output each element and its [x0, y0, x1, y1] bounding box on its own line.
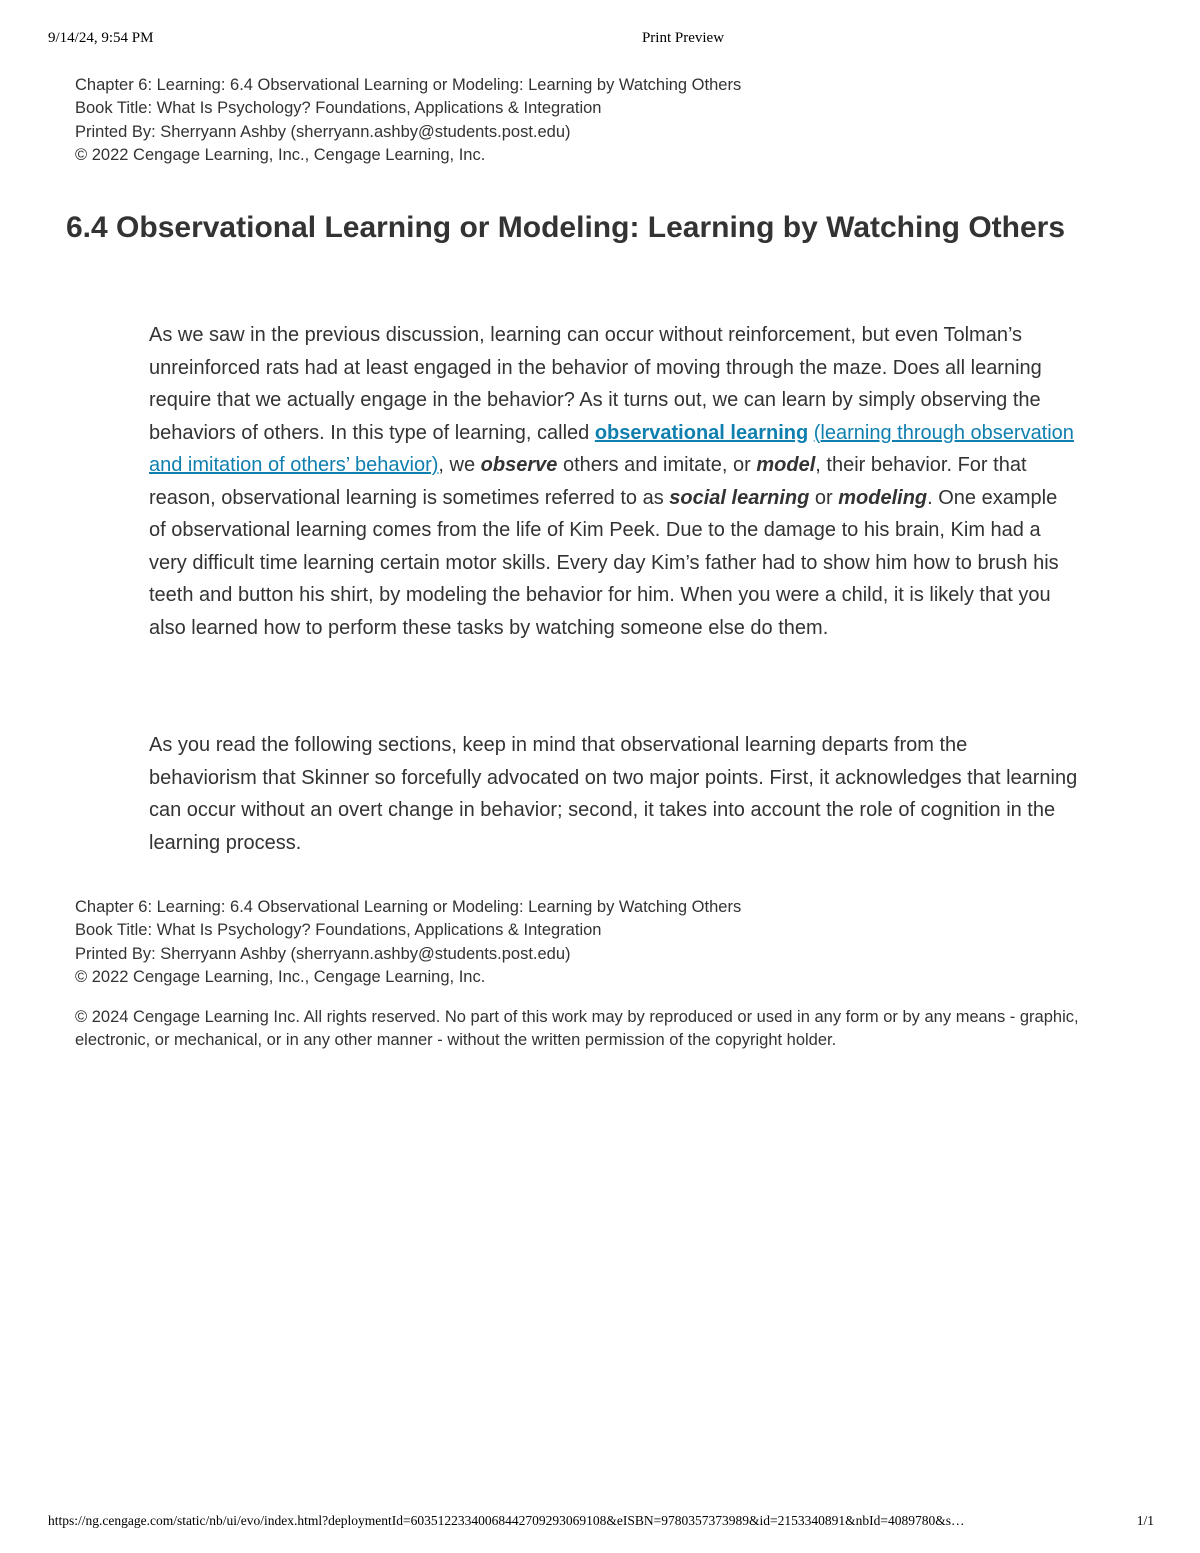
paragraph-text: , their behavior. For that reason, observational learning is sometimes referred to as [149, 454, 1027, 509]
printed-by-line: Printed By: Sherryann Ashby (sherryann.ashby@students.post.edu) [75, 122, 571, 141]
print-url: https://ng.cengage.com/static/nb/ui/evo/index.html?deploymentId=60351223340068442709293069108&eISBN=9780357373989&id=2153340891&nbId=4089780&s… [48, 1513, 965, 1528]
paragraph-text: As we saw in the previous discussion, learning can occur without reinforcement, but even Tolman’s unreinforced rats had at least engaged in the behavior of moving through the maze. Does all learning require that we actually engage in the behavior? As it turns out, we can learn by simply observing the behaviors of others. In this type of learning, called [149, 324, 1042, 444]
emphasis-social-learning: social learning [669, 486, 810, 509]
body-paragraph-2: As you read the following sections, keep in mind that observational learning departs from the behaviorism that Skinner so forcefully advocated on two major points. First, it acknowledges that learning can occur without an overt change in behavior; second, it takes into account the role of cognition in the learning process. [149, 734, 1078, 854]
glossary-definition-link[interactable]: (learning through observation and imitation of others’ behavior) [149, 421, 1074, 476]
glossary-term-link[interactable]: observational learning [594, 421, 809, 444]
paragraph-text: or [809, 486, 839, 509]
paragraph-text: others and imitate, or [557, 454, 757, 476]
citation-header [75, 74, 741, 167]
citation-footer [75, 896, 741, 989]
paragraph-text: . One example of observational learning comes from the life of Kim Peek. Due to the damage to his brain, Kim had a very difficult time learning certain motor skills. Every day Kim’s father had to show him how to brush his teeth and button his shirt, by modeling the behavior for him. When you were a child, it is likely that you also learned how to perform these tasks by watching someone else do them. [149, 486, 1059, 639]
printed-by-line: Printed By: Sherryann Ashby (sherryann.ashby@students.post.edu) [75, 944, 571, 963]
chapter-line: Chapter 6: Learning: 6.4 Observational Learning or Modeling: Learning by Watching Others [75, 898, 742, 916]
paragraph-text: , we [438, 454, 481, 476]
page-number: 1/1 [1136, 1513, 1154, 1528]
emphasis-model: model [756, 454, 816, 476]
copyright-line: © 2022 Cengage Learning, Inc., Cengage Learning, Inc. [75, 967, 486, 986]
section-title: 6.4 Observational Learning or Modeling: Learning by Watching Others [66, 211, 1066, 244]
copyright-line: © 2022 Cengage Learning, Inc., Cengage Learning, Inc. [75, 145, 486, 164]
body-paragraph-1 [149, 319, 1079, 644]
copyright-notice: © 2024 Cengage Learning Inc. All rights reserved. No part of this work may by reproduced or used in any form or by any means - graphic, electronic, or mechanical, or in any other manner - without the written permission of the copyright holder. [75, 1008, 1079, 1050]
book-title-line: Book Title: What Is Psychology? Foundations, Applications & Integration [75, 921, 602, 940]
print-title: Print Preview [641, 30, 725, 46]
print-datetime: 9/14/24, 9:54 PM [48, 30, 154, 46]
emphasis-observe: observe [480, 454, 558, 476]
chapter-line: Chapter 6: Learning: 6.4 Observational Learning or Modeling: Learning by Watching Others [75, 76, 742, 94]
emphasis-modeling: modeling [838, 486, 928, 509]
book-title-line: Book Title: What Is Psychology? Foundations, Applications & Integration [75, 99, 602, 118]
